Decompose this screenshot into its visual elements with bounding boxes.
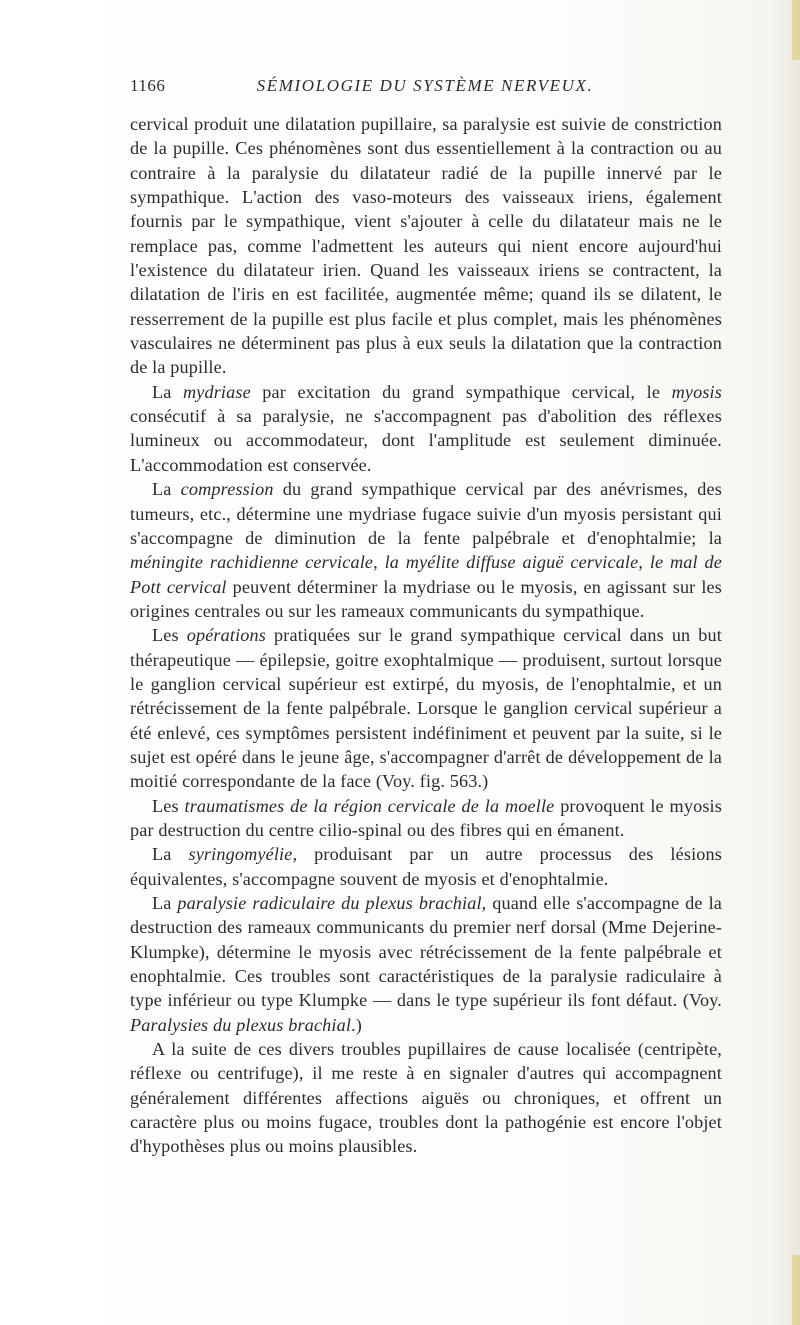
text-run: provoquent le myosis par destruction du centre cilio-spinal ou des fibres qui en émanent. (130, 795, 722, 840)
page-edge-stain (792, 1255, 800, 1325)
paragraph-traumatismes (130, 794, 722, 843)
paragraph-continued: cervical produit une dilatation pupillaire, sa paralysie est suivie de constriction de la pupille. Ces phénomènes sont dus essentiellement à la contraction ou au contraire à la paralysie du dilatateur radié de la pupille innervé par le sympathique. L'action des vaso-moteurs des vaisseaux iriens, également fournis par le sympathique, vient s'ajouter à celle du dilatateur mais ne le remplace pas, comme l'admettent les auteurs qui nient encore aujourd'hui l'existence du dilatateur irien. Quand les vaisseaux iriens se contractent, la dilatation de l'iris en est facilitée, augmentée même; quand ils se dilatent, le resserrement de la pupille est plus facile et plus complet, mais les phénomènes vasculaires ne déterminent pas plus à eux seuls la dilatation que la contraction de la pupille. (130, 114, 722, 378)
text-run: , produisant par un autre processus des lésions équivalentes, s'accompagne souvent de myosis et d'enophtalmie. (130, 844, 722, 889)
text-run: , quand elle s'accompagne de la destruction des rameaux communicants du premier nerf dorsal (Mme Dejerine-Klumpke), détermine le myosis avec rétrécissement de la fente palpébrale et enophtalmie. Ces troubles sont caractéristiques de la paralysie radiculaire à type inférieur ou type Klumpke — dans le type supérieur ils font défaut. (Voy. (130, 893, 722, 1011)
body-text (130, 112, 722, 1159)
italic-term: paralysie radiculaire du plexus brachial (177, 893, 482, 913)
italic-term: compression (180, 479, 274, 500)
text-run: consécutif à sa paralysie, ne s'accompagnent pas d'abolition des réflexes lumineux ou accommodateur, dont l'amplitude est seulement diminuée. L'accommodation est conservée. (130, 406, 722, 475)
paragraph-paralysie-radiculaire (130, 891, 722, 1037)
paragraph-conclusion: A la suite de ces divers troubles pupillaires de cause localisée (centripète, réflexe ou centrifuge), il me reste à en signaler d'autres qui accompagnent généralement différentes affections aiguës ou chroniques, et offrent un caractère plus ou moins fugace, troubles dont la pathogénie est encore l'objet d'hypothèses plus ou moins plausibles. (130, 1039, 722, 1157)
text-run: La (152, 479, 181, 500)
text-run: par excitation du grand sympathique cervical, le (250, 381, 672, 402)
page-header (130, 76, 720, 102)
text-run: Les (152, 625, 187, 646)
paragraph-compression (130, 477, 722, 623)
italic-term: méningite rachidienne cervicale, la myélite diffuse aiguë cervicale, le mal de Pott cervical (130, 552, 722, 597)
text-run: La (152, 844, 189, 865)
paragraph-syringomyelie (130, 842, 722, 891)
text-run: La (152, 381, 183, 402)
italic-term: syringomyélie (188, 844, 293, 865)
italic-term: Paralysies du plexus brachial (130, 1014, 352, 1035)
running-title: SÉMIOLOGIE DU SYSTÈME NERVEUX. (256, 76, 594, 95)
paragraph-mydriase (130, 380, 722, 477)
italic-term: opérations (186, 625, 267, 646)
italic-term: mydriase (182, 381, 251, 402)
paragraph-operations (130, 623, 722, 793)
page-edge-stain (792, 0, 800, 60)
text-run: Les (152, 795, 185, 816)
text-run: du grand sympathique cervical par des anévrismes, des tumeurs, etc., détermine une mydriase fugace suivie d'un myosis persistant qui s'accompagne de diminution de la fente palpébrale et d'enophtalmie; la (130, 479, 722, 548)
page-number: 1166 (130, 76, 166, 95)
text-run: La (152, 893, 178, 913)
text-run: .) (351, 1014, 362, 1035)
text-run: peuvent déterminer la mydriase ou le myosis, en agissant sur les origines centrales ou sur les rameaux communicants du sympathique. (130, 576, 723, 621)
italic-term: myosis (671, 381, 722, 402)
text-run: pratiquées sur le grand sympathique cervical dans un but thérapeutique — épilepsie, goitre exophtalmique — produisent, surtout lorsque le ganglion cervical supérieur est extirpé, du myosis, de l'enophtalmie, et un rétrécissement de la fente palpébrale. Lorsque le ganglion cervical supérieur a été enlevé, ces symptômes persistent indéfiniment et peuvent par la suite, si le sujet est opéré dans le jeune âge, s'accompagner d'arrêt de développement de la moitié correspondante de la face (Voy. fig. 563.) (130, 625, 722, 792)
italic-term: traumatismes de la région cervicale de la moelle (184, 795, 555, 816)
